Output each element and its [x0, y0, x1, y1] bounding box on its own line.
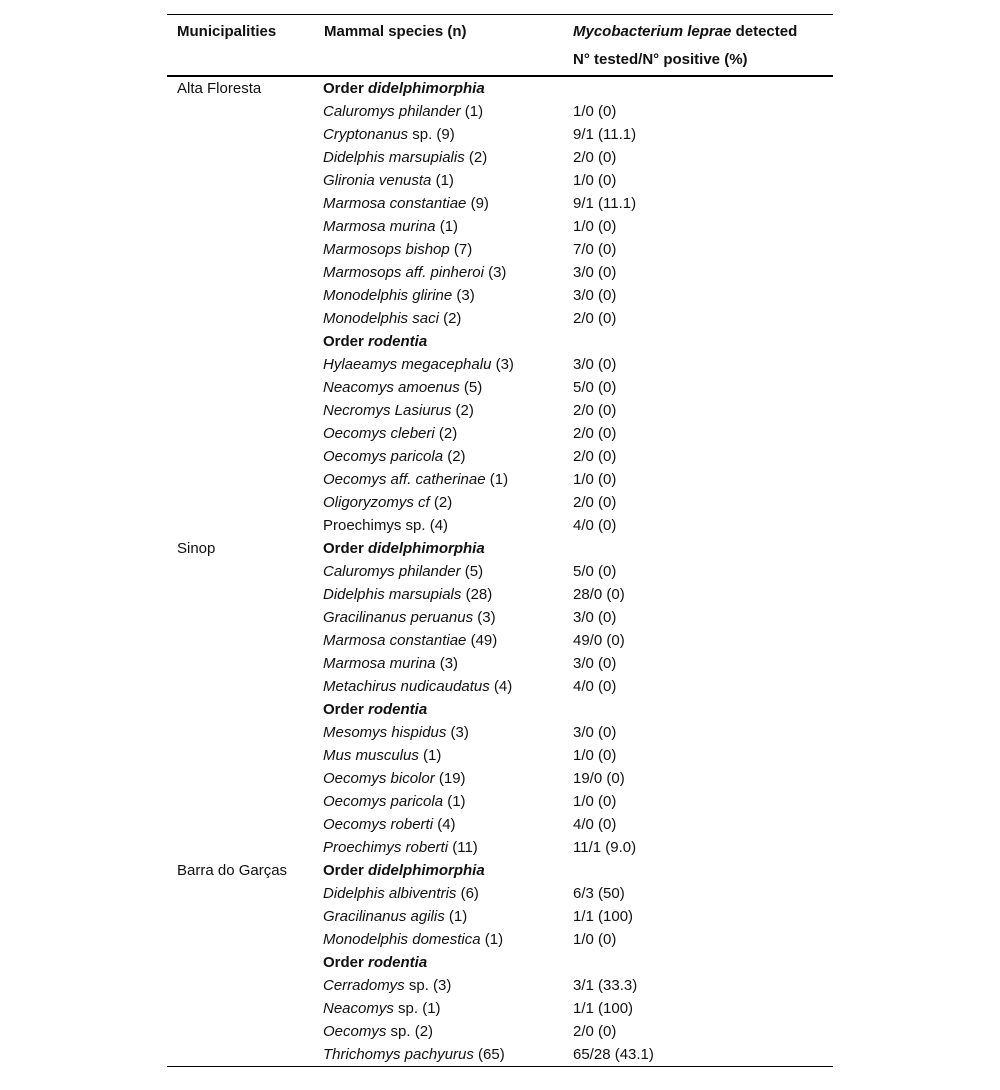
detected-value-cell: 4/0 (0): [573, 816, 617, 833]
order-name: rodentia: [368, 333, 428, 350]
municipality-cell: [167, 813, 323, 836]
detected-value-cell: [571, 951, 833, 974]
detected-value-cell: 1/0 (0): [573, 103, 617, 120]
detected-value-cell: [571, 859, 833, 882]
table-row: [167, 928, 833, 951]
table-row: [167, 813, 833, 836]
species-cell: Proechimys sp. (4): [323, 517, 449, 534]
header-municipalities: Municipalities: [177, 23, 277, 40]
species-cell: [323, 606, 571, 629]
table-row: [167, 606, 833, 629]
detected-value-cell: 3/0 (0): [573, 287, 617, 304]
detected-value-cell: 1/0 (0): [573, 793, 617, 810]
municipality-cell: [167, 836, 323, 859]
species-count: (3): [452, 287, 475, 304]
header-organism-name: Mycobacterium leprae: [573, 23, 732, 40]
table-row: [167, 560, 833, 583]
municipality-cell: [167, 192, 323, 215]
table-body: [167, 76, 833, 1067]
species-cell: [323, 169, 571, 192]
table-row: [167, 284, 833, 307]
detected-value-cell: 49/0 (0): [573, 632, 625, 649]
species-cell: [323, 307, 571, 330]
species-name: Proechimys roberti: [323, 839, 449, 856]
detected-value-cell: 9/1 (11.1): [573, 126, 637, 143]
municipality-cell: [167, 928, 323, 951]
municipality-cell: [167, 330, 323, 353]
municipality-cell: [167, 307, 323, 330]
species-name: Marmosa murina: [323, 218, 436, 235]
order-name: rodentia: [368, 701, 428, 718]
species-cell: [323, 1020, 571, 1043]
species-cell: [323, 284, 571, 307]
detected-value-cell: 2/0 (0): [573, 402, 617, 419]
detected-value-cell: 4/0 (0): [573, 678, 617, 695]
table-row: [167, 100, 833, 123]
species-name: Necromys Lasiurus: [323, 402, 452, 419]
species-count: (4): [489, 678, 513, 695]
table-row: [167, 905, 833, 928]
species-name: Marmosops aff. pinheroi: [323, 264, 484, 281]
detected-value-cell: 5/0 (0): [573, 379, 617, 396]
table-row: [167, 1043, 833, 1067]
detected-value-cell: 2/0 (0): [573, 310, 617, 327]
table-row: [167, 882, 833, 905]
species-count: (2): [438, 310, 462, 327]
municipality-cell: [167, 606, 323, 629]
species-count: (7): [449, 241, 473, 258]
species-cell: [323, 422, 571, 445]
species-cell: [323, 399, 571, 422]
detected-value-cell: 11/1 (9.0): [573, 839, 637, 856]
species-name: Marmosa constantiae: [323, 632, 467, 649]
order-cell: [323, 698, 571, 721]
detected-value-cell: 6/3 (50): [573, 885, 625, 902]
municipality-cell: [167, 284, 323, 307]
species-count: (1): [443, 793, 466, 810]
species-name: Marmosa constantiae: [323, 195, 467, 212]
species-count: (3): [473, 609, 496, 626]
table-row: [167, 169, 833, 192]
species-name: Gracilinanus agilis: [323, 908, 445, 925]
order-cell: [323, 537, 571, 560]
species-name: Oecomys paricola: [323, 793, 444, 810]
municipality-cell: [167, 997, 323, 1020]
species-count: (5): [460, 563, 484, 580]
species-cell: [323, 790, 571, 813]
order-cell: [323, 951, 571, 974]
municipality-cell: [167, 100, 323, 123]
species-cell: [323, 215, 571, 238]
table-row: [167, 652, 833, 675]
detected-value-cell: 1/0 (0): [573, 471, 617, 488]
table-row: [167, 790, 833, 813]
species-cell: [323, 583, 571, 606]
order-cell: [323, 76, 571, 100]
municipality-cell: [167, 1020, 323, 1043]
municipality-cell: Sinop: [177, 540, 216, 557]
species-count: (2): [434, 425, 458, 442]
species-cell: [323, 100, 571, 123]
detected-value-cell: 2/0 (0): [573, 494, 617, 511]
detected-value-cell: 3/1 (33.3): [573, 977, 638, 994]
species-cell: [323, 767, 571, 790]
table-row: [167, 215, 833, 238]
species-name: Caluromys philander: [323, 103, 461, 120]
detected-value-cell: [571, 537, 833, 560]
table-row: [167, 767, 833, 790]
table-row: [167, 76, 833, 100]
table-row: [167, 721, 833, 744]
municipality-cell: [167, 790, 323, 813]
species-table-container: [167, 14, 833, 1067]
detected-value-cell: 9/1 (11.1): [573, 195, 637, 212]
species-name: Oecomys cleberi: [323, 425, 435, 442]
municipality-cell: [167, 491, 323, 514]
species-name: Cerradomys: [323, 977, 405, 994]
municipality-cell: [167, 146, 323, 169]
species-name: Thrichomys pachyurus: [323, 1046, 474, 1063]
species-cell: [323, 836, 571, 859]
municipality-cell: [167, 238, 323, 261]
species-name: Mesomys hispidus: [323, 724, 447, 741]
table-row: [167, 376, 833, 399]
detected-value-cell: 28/0 (0): [573, 586, 625, 603]
table-row: [167, 192, 833, 215]
species-name: Neacomys amoenus: [323, 379, 460, 396]
detected-value-cell: 1/0 (0): [573, 218, 617, 235]
detected-value-cell: [571, 76, 833, 100]
species-name: Oecomys bicolor: [323, 770, 435, 787]
species-count: sp. (1): [393, 1000, 441, 1017]
table-row: [167, 123, 833, 146]
species-count: (3): [491, 356, 514, 373]
detected-value-cell: 1/1 (100): [573, 908, 634, 925]
species-name: Monodelphis glirine: [323, 287, 453, 304]
species-count: (19): [434, 770, 466, 787]
header-detected-label: detected: [731, 23, 798, 40]
detected-value-cell: 7/0 (0): [573, 241, 617, 258]
species-cell: [323, 491, 571, 514]
municipality-cell: [167, 951, 323, 974]
species-count: (4): [433, 816, 456, 833]
species-count: (3): [435, 655, 459, 672]
table-row: [167, 307, 833, 330]
species-count: (1): [431, 172, 454, 189]
table-row: [167, 698, 833, 721]
municipality-cell: [167, 744, 323, 767]
species-count: (1): [444, 908, 468, 925]
species-count: (5): [459, 379, 483, 396]
detected-value-cell: 3/0 (0): [573, 264, 617, 281]
order-prefix: Order: [323, 701, 369, 718]
order-name: didelphimorphia: [368, 540, 485, 557]
table-row: [167, 997, 833, 1020]
table-row: [167, 238, 833, 261]
municipality-cell: [167, 422, 323, 445]
species-name: Didelphis marsupials: [323, 586, 462, 603]
species-count: (2): [464, 149, 488, 166]
species-name: Monodelphis saci: [323, 310, 439, 327]
municipality-cell: [167, 376, 323, 399]
municipality-cell: Alta Floresta: [177, 80, 262, 97]
species-count: (1): [418, 747, 442, 764]
species-cell: [323, 744, 571, 767]
species-name: Oecomys aff. catherinae: [323, 471, 486, 488]
species-cell: [323, 629, 571, 652]
species-cell: [323, 997, 571, 1020]
detected-value-cell: 5/0 (0): [573, 563, 617, 580]
table-row: [167, 744, 833, 767]
order-name: rodentia: [368, 954, 428, 971]
order-cell: [323, 859, 571, 882]
municipality-cell: [167, 468, 323, 491]
detected-value-cell: [571, 330, 833, 353]
species-cell: [323, 146, 571, 169]
detected-value-cell: [571, 698, 833, 721]
detected-value-cell: 4/0 (0): [573, 517, 617, 534]
table-row: [167, 422, 833, 445]
species-name: Gracilinanus peruanus: [323, 609, 474, 626]
header-tested-positive: N° tested/N° positive (%): [573, 51, 748, 68]
species-count: (2): [451, 402, 474, 419]
species-cell: [323, 238, 571, 261]
detected-value-cell: 2/0 (0): [573, 1023, 617, 1040]
municipality-cell: [167, 583, 323, 606]
species-count: (6): [456, 885, 479, 902]
table-row: [167, 974, 833, 997]
species-count: (2): [429, 494, 453, 511]
species-count: (3): [446, 724, 469, 741]
detected-value-cell: 1/0 (0): [573, 172, 617, 189]
species-name: Didelphis marsupialis: [323, 149, 465, 166]
order-prefix: Order: [323, 333, 369, 350]
species-cell: [323, 974, 571, 997]
species-name: Glironia venusta: [323, 172, 432, 189]
species-cell: [323, 813, 571, 836]
species-cell: [323, 721, 571, 744]
table-row: [167, 583, 833, 606]
municipality-cell: Barra do Garças: [177, 862, 288, 879]
order-name: didelphimorphia: [368, 80, 485, 97]
order-prefix: Order: [323, 80, 369, 97]
table-row: [167, 675, 833, 698]
header-detected: [571, 15, 833, 48]
header-mammal-species: Mammal species (n): [324, 23, 467, 40]
species-count: (2): [443, 448, 466, 465]
municipality-cell: [167, 698, 323, 721]
species-cell: [323, 882, 571, 905]
species-name: Caluromys philander: [323, 563, 461, 580]
species-name: Metachirus nudicaudatus: [323, 678, 490, 695]
municipality-cell: [167, 560, 323, 583]
species-count: (1): [485, 471, 509, 488]
detected-value-cell: 19/0 (0): [573, 770, 625, 787]
species-cell: [323, 675, 571, 698]
species-name: Monodelphis domestica: [323, 931, 481, 948]
order-name: didelphimorphia: [368, 862, 485, 879]
species-cell: [323, 192, 571, 215]
order-prefix: Order: [323, 862, 369, 879]
table-row: [167, 330, 833, 353]
municipality-cell: [167, 767, 323, 790]
municipality-cell: [167, 905, 323, 928]
table-row: [167, 1020, 833, 1043]
municipality-cell: [167, 215, 323, 238]
municipality-cell: [167, 721, 323, 744]
detected-value-cell: 1/0 (0): [573, 747, 617, 764]
species-cell: [323, 445, 571, 468]
municipality-cell: [167, 445, 323, 468]
species-cell: [323, 652, 571, 675]
species-name: Marmosa murina: [323, 655, 436, 672]
table-row: [167, 261, 833, 284]
detected-value-cell: 1/1 (100): [573, 1000, 634, 1017]
municipality-cell: [167, 675, 323, 698]
municipality-cell: [167, 353, 323, 376]
municipality-cell: [167, 882, 323, 905]
table-row: [167, 836, 833, 859]
species-count: sp. (9): [408, 126, 455, 143]
table-row: [167, 537, 833, 560]
municipality-cell: [167, 629, 323, 652]
species-name: Neacomys: [323, 1000, 394, 1017]
municipality-cell: [167, 652, 323, 675]
species-count: sp. (3): [404, 977, 452, 994]
species-count: (49): [466, 632, 498, 649]
species-name: Cryptonanus: [323, 126, 409, 143]
species-name: Oecomys: [323, 1023, 387, 1040]
species-count: (9): [466, 195, 489, 212]
species-count: (1): [435, 218, 459, 235]
species-cell: [323, 468, 571, 491]
detected-value-cell: 2/0 (0): [573, 149, 617, 166]
species-cell: [323, 123, 571, 146]
detected-value-cell: 2/0 (0): [573, 425, 617, 442]
table-row: [167, 445, 833, 468]
detected-value-cell: 3/0 (0): [573, 609, 617, 626]
detected-value-cell: 2/0 (0): [573, 448, 617, 465]
species-count: (65): [473, 1046, 505, 1063]
species-name: Oecomys roberti: [323, 816, 434, 833]
table-row: [167, 859, 833, 882]
species-count: (1): [480, 931, 504, 948]
species-cell: [323, 353, 571, 376]
detected-value-cell: 1/0 (0): [573, 931, 617, 948]
table-row: [167, 353, 833, 376]
table-row: [167, 514, 833, 537]
table-row: [167, 468, 833, 491]
table-row: [167, 491, 833, 514]
order-cell: [323, 330, 571, 353]
table-row: [167, 629, 833, 652]
municipality-cell: [167, 399, 323, 422]
species-cell: [323, 560, 571, 583]
table-row: [167, 146, 833, 169]
municipality-cell: [167, 261, 323, 284]
table-row: [167, 399, 833, 422]
order-prefix: Order: [323, 954, 369, 971]
species-cell: [323, 261, 571, 284]
municipality-cell: [167, 514, 323, 537]
species-cell: [323, 1043, 571, 1067]
species-cell: [323, 928, 571, 951]
header-subrow: [167, 47, 833, 76]
species-cell: [323, 905, 571, 928]
detected-value-cell: 3/0 (0): [573, 724, 617, 741]
table-row: [167, 951, 833, 974]
order-prefix: Order: [323, 540, 369, 557]
header-row: [167, 15, 833, 48]
species-cell: [323, 376, 571, 399]
municipality-cell: [167, 974, 323, 997]
species-name: Mus musculus: [323, 747, 419, 764]
detected-value-cell: 3/0 (0): [573, 655, 617, 672]
species-count: sp. (2): [386, 1023, 434, 1040]
municipality-cell: [167, 169, 323, 192]
detected-value-cell: 3/0 (0): [573, 356, 617, 373]
species-count: (3): [483, 264, 507, 281]
municipality-cell: [167, 123, 323, 146]
detected-value-cell: 65/28 (43.1): [573, 1046, 654, 1063]
species-name: Hylaeamys megacephalu: [323, 356, 492, 373]
species-name: Oecomys paricola: [323, 448, 444, 465]
species-name: Oligoryzomys cf: [323, 494, 430, 511]
species-count: (28): [461, 586, 493, 603]
species-name: Marmosops bishop: [323, 241, 450, 258]
species-count: (1): [460, 103, 484, 120]
mycobacterium-table: [167, 14, 833, 1067]
municipality-cell: [167, 1043, 323, 1067]
species-name: Didelphis albiventris: [323, 885, 457, 902]
species-count: (11): [448, 839, 478, 856]
